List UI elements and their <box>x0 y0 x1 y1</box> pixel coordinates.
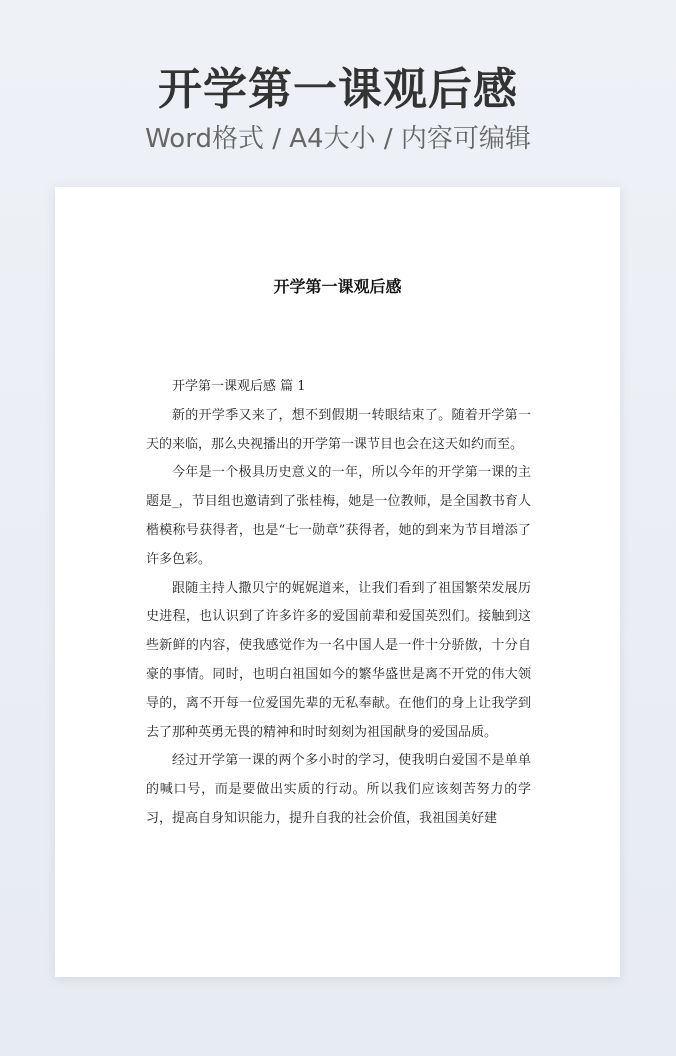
paragraph: 经过开学第一课的两个多小时的学习，使我明白爱国不是单单的喊口号，而是要做出实质的行动。所以我们应该刻苦努力的学习，提高自身知识能力，提升自我的社会价值，我祖国美好建 <box>146 753 531 826</box>
document-body <box>146 373 531 834</box>
document-page <box>55 187 620 977</box>
section-heading: 开学第一课观后感 篇 1 <box>172 379 306 394</box>
banner-subtitle: Word格式 / A4大小 / 内容可编辑 <box>145 124 531 154</box>
banner-title: 开学第一课观后感 <box>158 64 518 115</box>
paragraph: 今年是一个极具历史意义的一年，所以今年的开学第一课的主题是_，节目组也邀请到了张桂梅，她是一位教师，是全国教书育人楷模称号获得者，也是“七一勋章”获得者，她的到来为节目增添了许多色彩。 <box>146 465 531 567</box>
document-title: 开学第一课观后感 <box>273 277 402 296</box>
paragraph: 新的开学季又来了，想不到假期一转眼结束了。随着开学第一天的来临，那么央视播出的开学第一课节目也会在这天如约而至。 <box>146 407 531 452</box>
banner-header <box>0 62 676 156</box>
paragraph: 跟随主持人撒贝宁的娓娓道来，让我们看到了祖国繁荣发展历史进程，也认识到了许多许多的爱国前辈和爱国英烈们。接触到这些新鲜的内容，使我感觉作为一名中国人是一件十分骄傲，十分自豪的事情。同时，也明白祖国如今的繁华盛世是离不开党的伟大领导的，离不开每一位爱国先辈的无私奉献。在他们的身上让我学到去了那种英勇无畏的精神和时时刻刻为祖国献身的爱国品质。 <box>146 580 531 740</box>
